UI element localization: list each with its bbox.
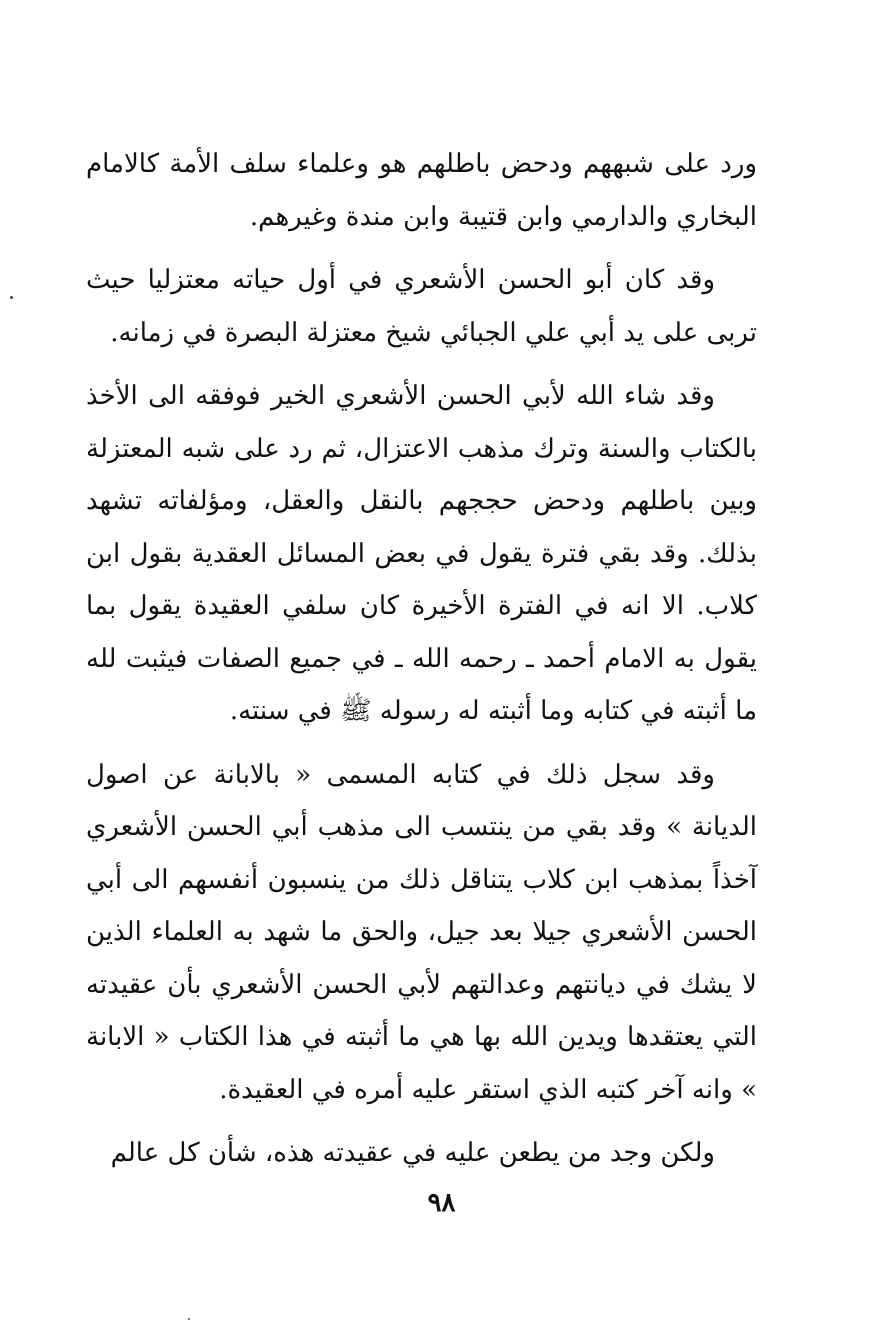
paragraph-2: وقد كان أبو الحسن الأشعري في أول حياته معتزليا حيث تربى على يد أبي علي الجبائي شيخ معتزلة البصرة في زمانه. xyxy=(86,265,757,348)
page-number: ٩٨ xyxy=(427,1188,456,1218)
paragraph-3: وقد شاء الله لأبي الحسن الأشعري الخير فوفقه الى الأخذ بالكتاب والسنة وترك مذهب الاعتزال، ثم رد على شبه المعتزلة وبين باطلهم ودحض حججهم بالنقل والعقل، ومؤلفاته تشهد بذلك. وقد بقي فترة يقول في بعض المسائل العقدية بقول ابن كلاب. الا انه في الفترة الأخيرة كان سلفي العقيدة يقول بما يقول به الامام أحمد ـ رحمه الله ـ في جميع الصفات فيثبت لله ما أثبته في كتابه وما أثبته له رسوله ﷺ في سنته. xyxy=(86,381,757,726)
scan-speck xyxy=(188,1318,190,1320)
scan-speck xyxy=(10,296,13,299)
paragraph-4: وقد سجل ذلك في كتابه المسمى « بالابانة عن اصول الديانة » وقد بقي من ينتسب الى مذهب أبي الحسن الأشعري آخذاً بمذهب ابن كلاب يتناقل ذلك من ينسبون أنفسهم الى أبي الحسن الأشعري جيلا بعد جيل، والحق ما شهد به العلماء الذين لا يشك في ديانتهم وعدالتهم لأبي الحسن الأشعري بأن عقيدته التي يعتقدها ويدين الله بها هي ما أثبته في هذا الكتاب « الابانة » وانه آخر كتبه الذي استقر عليه أمره في العقيدة. xyxy=(86,759,757,1105)
paragraph-1: ورد على شبههم ودحض باطلهم هو وعلماء سلف الأمة كالامام البخاري والدارمي وابن قتيبة وابن مندة وغيرهم. xyxy=(86,149,757,232)
body-text xyxy=(86,138,757,1180)
paragraph-5: ولكن وجد من يطعن عليه في عقيدته هذه، شأن كل عالم xyxy=(110,1138,715,1168)
